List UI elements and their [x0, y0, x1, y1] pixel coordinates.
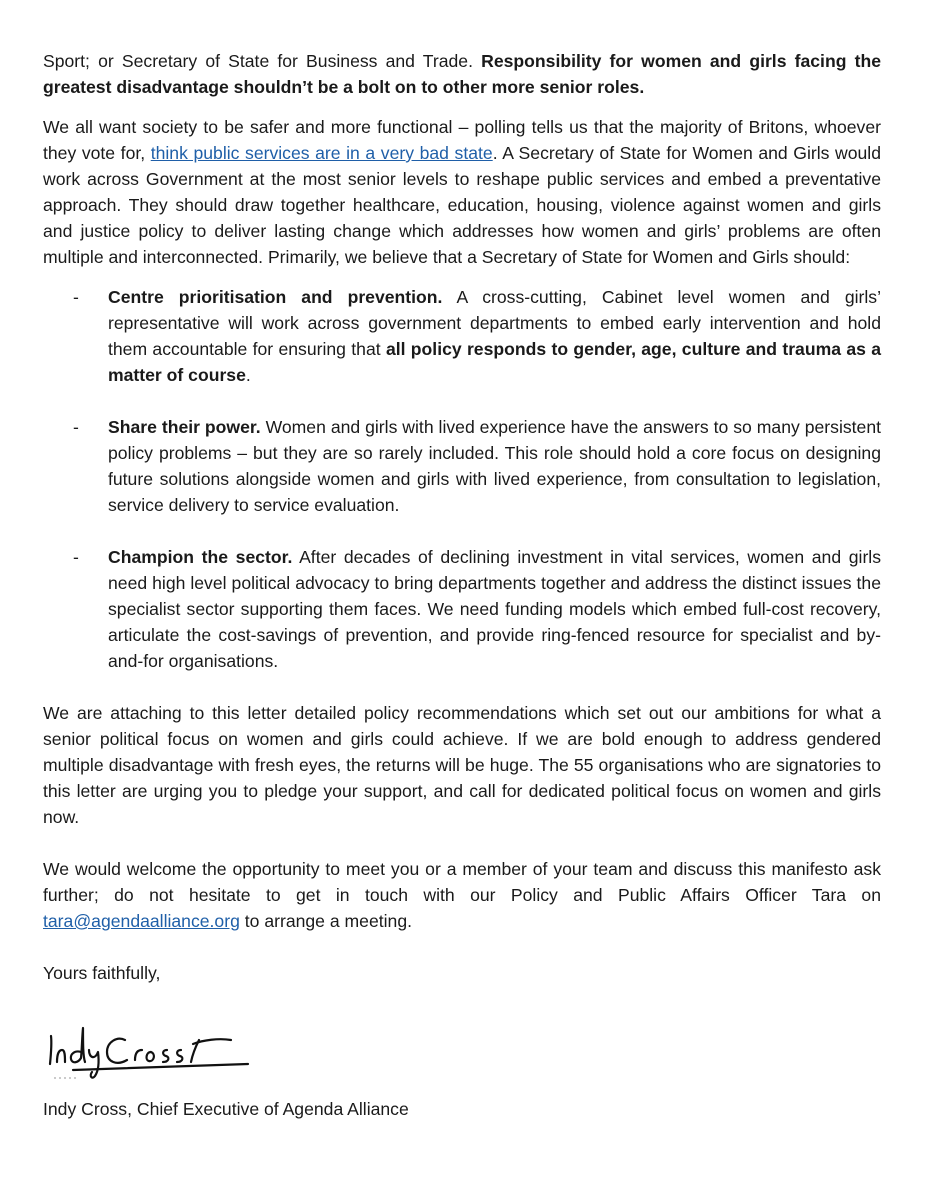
bullet-bold-tail: all policy responds to gender, age, culture and trauma as a matter of course: [108, 339, 881, 385]
bullet-heading: Champion the sector.: [108, 547, 293, 567]
list-item-share-power: [43, 414, 881, 518]
paragraph-text: We all want society to be safer and more functional – polling tells us that the majority of Britons, whoever they vote for,: [43, 117, 881, 163]
bullet-text: Women and girls with lived experience have the answers to so many persistent policy problems – but they are so rarely included. This role should hold a core focus on designing future solutions alongside women and girls with lived experience, from consultation to legislation, service delivery to service evaluation.: [108, 417, 881, 515]
recommendations-list: [43, 284, 881, 674]
paragraph-lead: Sport; or Secretary of State for Business and Trade.: [43, 51, 482, 71]
bullet-end: .: [245, 365, 251, 385]
bullet-text: After decades of declining investment in vital services, women and girls need high level political advocacy to bring departments together and address the distinct issues the specialist sector supporting them faces. We need funding models which embed full-cost recovery, articulate the cost-savings of prevention, and provide ring-fenced resource for specialist and by-and-for organisations.: [108, 547, 882, 671]
closing-salutation: Yours faithfully,: [43, 963, 161, 983]
bullet-dash: -: [73, 547, 79, 567]
bullet-text: A cross-cutting, Cabinet level women and girls’ representative will work across government departments to embed early intervention and hold them accountable for ensuring that: [108, 287, 881, 359]
bullet-heading: Centre prioritisation and prevention.: [108, 287, 443, 307]
paragraph-bold-statement: Responsibility for women and girls facing the greatest disadvantage shouldn’t be a bolt on to other more senior roles.: [43, 51, 881, 97]
signatory-name: Indy Cross, Chief Executive of Agenda Alliance: [43, 1099, 409, 1119]
paragraph-policy-recommendations: We are attaching to this letter detailed policy recommendations which set out our ambitions for what a senior political focus on women and girls could achieve. If we are bold enough to address gendered multiple disadvantage with fresh eyes, the returns will be huge. The 55 organisations who are signatories to this letter are urging you to pledge your support, and call for dedicated political focus on women and girls now.: [43, 703, 881, 827]
signature-image: [43, 1014, 273, 1084]
bullet-dash: -: [73, 417, 79, 437]
list-item-centre-prioritisation: [43, 284, 881, 388]
letter-page: [43, 48, 881, 1122]
paragraph-senior-role: [43, 48, 881, 100]
paragraph-contact: [43, 856, 881, 934]
bullet-heading: Share their power.: [108, 417, 261, 437]
paragraph-text: to arrange a meeting.: [239, 911, 413, 931]
polling-link[interactable]: think public services are in a very bad state: [150, 143, 493, 163]
paragraph-text: We would welcome the opportunity to meet you or a member of your team and discuss this manifesto ask further; do not hesitate to get in touch with our Policy and Public Affairs Officer Tara on: [43, 859, 881, 905]
bullet-dash: -: [73, 287, 79, 307]
email-link[interactable]: tara@agendaalliance.org: [43, 911, 240, 931]
handwritten-signature: [43, 1014, 273, 1084]
list-item-champion-sector: [43, 544, 881, 674]
paragraph-text: . A Secretary of State for Women and Girls would work across Government at the most senior levels to reshape public services and embed a preventative approach. They should draw together healthcare, education, housing, violence against women and girls and justice policy to deliver lasting change which addresses how women and girls’ problems are often multiple and interconnected. Primarily, we believe that a Secretary of State for Women and Girls should:: [43, 143, 882, 267]
paragraph-public-services: [43, 114, 881, 270]
